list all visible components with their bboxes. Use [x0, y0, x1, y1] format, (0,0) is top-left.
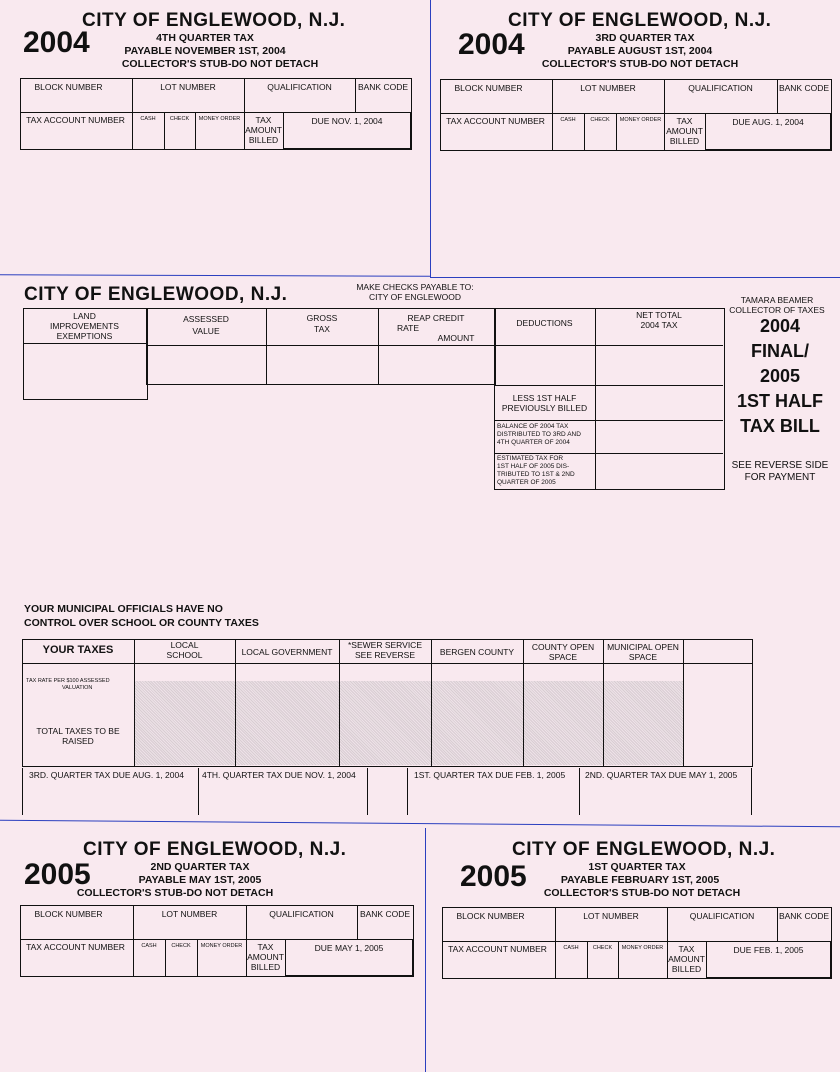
quarter-due-2nd: 2ND. QUARTER TAX DUE MAY 1, 2005 — [585, 770, 738, 780]
cash-label: CASH — [141, 943, 157, 949]
estimated-label: 1ST HALF OF 2005 DIS- — [497, 463, 570, 470]
rate-label: RATE — [396, 323, 420, 333]
land-label: LAND — [73, 311, 96, 321]
check-label: CHECK — [592, 945, 613, 951]
money-order-label: MONEY ORDER — [621, 945, 664, 951]
stub-quarter: 2ND QUARTER TAX — [150, 861, 250, 873]
less-1st-half-label: LESS 1ST HALF — [512, 393, 577, 403]
qualification-label: QUALIFICATION — [688, 83, 753, 93]
col-local-school: SCHOOL — [166, 650, 203, 660]
stub-form — [442, 907, 832, 979]
cash-label: CASH — [563, 945, 579, 951]
your-taxes-header: YOUR TAXES — [42, 644, 114, 656]
total-taxes-label: TOTAL TAXES TO BE — [36, 726, 120, 736]
stub-payable: PAYABLE MAY 1ST, 2005 — [138, 874, 262, 886]
tax-billed-label-3: BILLED — [250, 962, 281, 972]
check-label: CHECK — [171, 943, 191, 949]
tax-billed-label-1: TAX — [678, 944, 695, 954]
gross-label: GROSS — [306, 313, 338, 323]
stub-quarter: 1ST QUARTER TAX — [588, 861, 686, 873]
city-title: CITY OF ENGLEWOOD, N.J. — [512, 839, 776, 860]
stub-year: 2005 — [460, 860, 527, 893]
due-date: DUE AUG. 1, 2004 — [732, 117, 804, 127]
stub-form — [20, 78, 412, 150]
bank-code-label: BANK CODE — [357, 82, 409, 92]
tax-billed-label-2: AMOUNT — [245, 125, 282, 135]
bill-title — [725, 314, 835, 439]
stub-quarter: 4TH QUARTER TAX — [156, 32, 254, 44]
value-label: VALUE — [192, 326, 220, 336]
due-date: DUE MAY 1, 2005 — [314, 943, 384, 953]
reap-credit-label: REAP CREDIT — [407, 313, 465, 323]
city-title: CITY OF ENGLEWOOD, N.J. — [508, 10, 772, 31]
col-municipal-open-space: MUNICIPAL OPEN — [607, 642, 679, 652]
block-number-label: BLOCK NUMBER — [34, 909, 103, 919]
stub-year: 2004 — [458, 28, 525, 61]
tax-billed-label-1: TAX — [255, 115, 272, 125]
payable-to-line2: CITY OF ENGLEWOOD — [369, 292, 461, 302]
col-local-school: LOCAL — [170, 640, 199, 650]
bank-code-label: BANK CODE — [778, 83, 830, 93]
stub-note: COLLECTOR'S STUB-DO NOT DETACH — [121, 58, 319, 70]
tax-billed-label-1: TAX — [676, 116, 693, 126]
main-city-title: CITY OF ENGLEWOOD, N.J. — [24, 284, 288, 305]
tax-account-label: TAX ACCOUNT NUMBER — [446, 116, 545, 126]
check-label: CHECK — [590, 117, 610, 123]
col-municipal-open-space: SPACE — [628, 652, 658, 662]
tax-account-label: TAX ACCOUNT NUMBER — [448, 944, 547, 954]
lot-number-label: LOT NUMBER — [580, 83, 636, 93]
bill-title-line: FINAL/ — [751, 341, 809, 361]
stub-form — [440, 79, 832, 151]
lot-number-label: LOT NUMBER — [583, 911, 639, 921]
tax-billed-label-3: BILLED — [248, 135, 279, 145]
cash-label: CASH — [140, 116, 156, 122]
stub-payable: PAYABLE FEBRUARY 1ST, 2005 — [560, 874, 720, 886]
block-number-label: BLOCK NUMBER — [34, 82, 103, 92]
tax-billed-label-3: BILLED — [669, 136, 700, 146]
quarter-due-4th: 4TH. QUARTER TAX DUE NOV. 1, 2004 — [202, 770, 356, 780]
perforation-line-bottom — [425, 828, 426, 1072]
money-order-label: MONEY ORDER — [619, 117, 662, 123]
net-total-label: NET TOTAL — [636, 310, 682, 320]
estimated-label: TRIBUTED TO 1ST & 2ND — [497, 471, 575, 478]
stub-form — [20, 905, 414, 977]
collector-name: TAMARA BEAMER — [740, 295, 814, 305]
quarter-due-3rd: 3RD. QUARTER TAX DUE AUG. 1, 2004 — [29, 770, 184, 780]
see-reverse-line2: FOR PAYMENT — [744, 472, 816, 483]
stub-2nd-quarter-2005 — [20, 838, 420, 980]
col-county-open-space: SPACE — [548, 652, 578, 662]
perforation-line-upper-right — [430, 277, 840, 278]
collector-title: COLLECTOR OF TAXES — [729, 305, 825, 315]
bill-grid — [23, 308, 725, 490]
rate-label: TAX RATE PER $100 ASSESSED — [26, 678, 110, 684]
tax-billed-label-1: TAX — [257, 942, 274, 952]
perforation-line-top — [430, 0, 431, 278]
money-order-label: MONEY ORDER — [200, 943, 243, 949]
tax-billed-label-2: AMOUNT — [666, 126, 703, 136]
check-label: CHECK — [169, 116, 190, 122]
stub-4th-quarter-2004 — [20, 8, 415, 150]
officials-line: YOUR MUNICIPAL OFFICIALS HAVE NO — [24, 603, 223, 615]
taxes-table — [22, 639, 753, 767]
stub-note: COLLECTOR'S STUB-DO NOT DETACH — [541, 58, 739, 70]
officials-notice — [24, 602, 259, 630]
payable-to-line1: MAKE CHECKS PAYABLE TO: — [356, 282, 474, 292]
col-county-open-space: COUNTY OPEN — [531, 642, 595, 652]
cash-label: CASH — [560, 117, 576, 123]
bank-code-label: BANK CODE — [359, 909, 411, 919]
perforation-line-lower — [0, 820, 840, 828]
lot-number-label: LOT NUMBER — [161, 909, 218, 919]
stub-quarter: 3RD QUARTER TAX — [595, 32, 695, 44]
col-sewer-service: SEE REVERSE — [355, 650, 415, 660]
stub-note: COLLECTOR'S STUB-DO NOT DETACH — [543, 887, 741, 899]
qualification-label: QUALIFICATION — [689, 911, 755, 921]
city-title: CITY OF ENGLEWOOD, N.J. — [82, 10, 346, 31]
block-number-label: BLOCK NUMBER — [456, 911, 525, 921]
rate-label: VALUATION — [62, 685, 93, 691]
amount-label: AMOUNT — [437, 333, 475, 343]
stub-year: 2005 — [24, 858, 91, 891]
stub-3rd-quarter-2004 — [440, 8, 835, 150]
stub-payable: PAYABLE NOVEMBER 1ST, 2004 — [124, 45, 286, 57]
city-title: CITY OF ENGLEWOOD, N.J. — [83, 839, 347, 860]
tax-label: TAX — [314, 324, 330, 334]
col-bergen-county: BERGEN COUNTY — [439, 647, 515, 657]
bill-title-line: 2005 — [759, 366, 801, 386]
due-date: DUE FEB. 1, 2005 — [733, 945, 804, 955]
bill-title-line: 2004 — [759, 316, 801, 336]
balance-label: DISTRIBUTED TO 3RD AND — [497, 431, 581, 438]
stub-1st-quarter-2005 — [442, 838, 837, 980]
exemptions-label: EXEMPTIONS — [56, 331, 113, 341]
tax-account-label: TAX ACCOUNT NUMBER — [26, 942, 125, 952]
tax-billed-label-3: BILLED — [671, 964, 702, 974]
previously-billed-label: PREVIOUSLY BILLED — [501, 403, 588, 413]
stub-payable: PAYABLE AUGUST 1ST, 2004 — [567, 45, 713, 57]
balance-label: BALANCE OF 2004 TAX — [497, 423, 569, 430]
bank-code-label: BANK CODE — [778, 911, 830, 921]
bill-title-line: TAX BILL — [740, 416, 820, 436]
col-sewer-service: *SEWER SERVICE — [347, 640, 422, 650]
block-number-label: BLOCK NUMBER — [454, 83, 523, 93]
estimated-label: ESTIMATED TAX FOR — [497, 455, 564, 462]
improvements-label: IMPROVEMENTS — [50, 321, 119, 331]
tax-billed-label-2: AMOUNT — [247, 952, 284, 962]
total-taxes-label: RAISED — [62, 736, 94, 746]
stub-note: COLLECTOR'S STUB-DO NOT DETACH — [76, 887, 274, 899]
stub-year: 2004 — [23, 26, 90, 59]
lot-number-label: LOT NUMBER — [160, 82, 216, 92]
tax-account-label: TAX ACCOUNT NUMBER — [26, 115, 125, 125]
balance-label: 4TH QUARTER OF 2004 — [497, 439, 570, 446]
see-reverse-line1: SEE REVERSE SIDE — [731, 460, 829, 471]
qualification-label: QUALIFICATION — [267, 82, 332, 92]
net-2004-tax-label: 2004 TAX — [640, 320, 678, 330]
due-date: DUE NOV. 1, 2004 — [311, 116, 383, 126]
officials-line: CONTROL OVER SCHOOL OR COUNTY TAXES — [24, 617, 259, 629]
col-local-government: LOCAL GOVERNMENT — [241, 647, 333, 657]
bill-title-line: 1ST HALF — [736, 391, 823, 411]
estimated-label: QUARTER OF 2005 — [497, 479, 556, 486]
tax-billed-label-2: AMOUNT — [668, 954, 705, 964]
assessed-label: ASSESSED — [183, 314, 229, 324]
qualification-label: QUALIFICATION — [269, 909, 334, 919]
deductions-label: DEDUCTIONS — [516, 318, 573, 328]
perforation-line-upper — [0, 274, 430, 277]
quarter-due-row — [22, 768, 753, 815]
money-order-label: MONEY ORDER — [198, 116, 241, 122]
quarter-due-1st: 1ST. QUARTER TAX DUE FEB. 1, 2005 — [414, 770, 566, 780]
